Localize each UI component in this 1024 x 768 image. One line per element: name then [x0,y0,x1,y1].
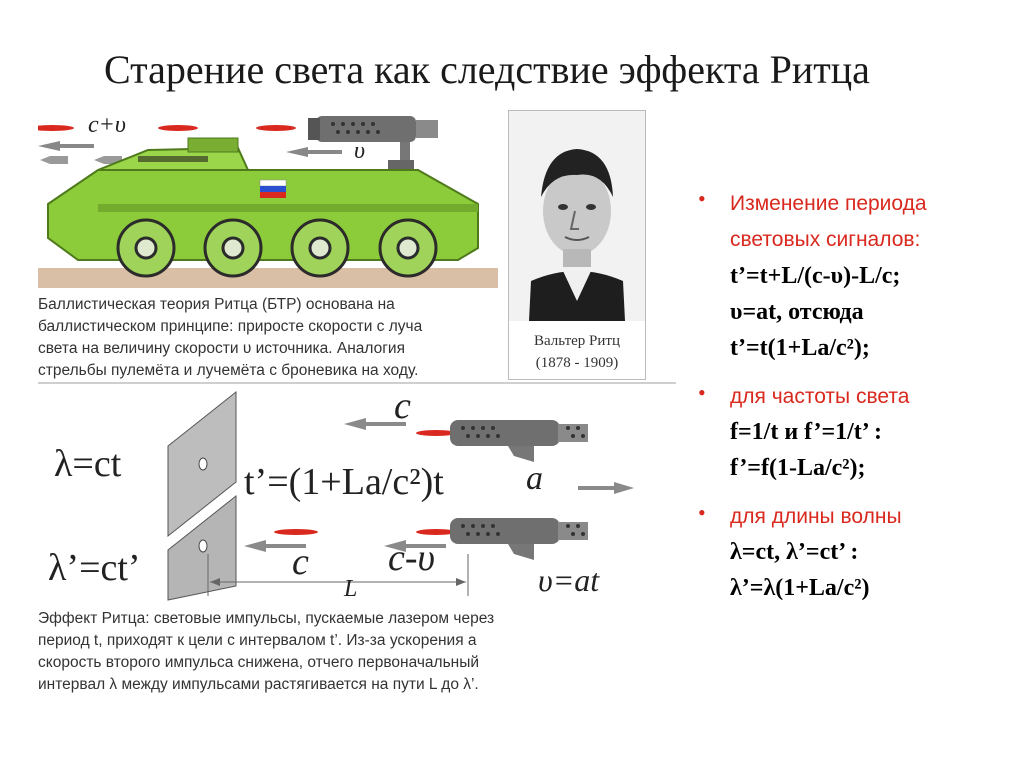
ritz-caption [38,608,678,696]
caption-line: Баллистическая теория Ритца (БТР) основана на [38,296,395,313]
formula-line: t’=t+L/(c-υ)-L/c; [730,263,901,289]
bullet-item [692,186,1012,366]
portrait-image [509,111,645,321]
bullet-dot: • [698,380,706,405]
caption-line: Эффект Ритца: световые импульсы, пускаемые лазером через [38,610,495,627]
formula-line: f=1/t и f’=1/t’ : [730,419,883,445]
ritz-effect-figure [38,386,678,716]
time-formula: t’=(1+La/c²)t [244,461,444,503]
formula-line: t’=t(1+La/c²); [730,335,870,361]
formula-line: f’=f(1-La/c²); [730,455,866,481]
lambda-label-top: λ=ct [54,443,122,485]
caption-line: период t, приходят к цели с интервалом t’. Из-за ускорения a [38,632,477,649]
portrait-name: Вальтер Ритц [534,333,620,349]
label-c-bottom: c [292,541,309,583]
formula-line: υ=at, отсюда [730,299,864,325]
vehicle-caption [38,294,488,382]
bullet-heading: для длины волны [730,505,902,528]
speed-label-v: υ [354,138,366,164]
bullet-heading: Изменение периода [730,192,927,215]
label-a: a [526,460,543,497]
bullet-dot: • [698,500,706,525]
formula-line: λ’=λ(1+La/c²) [730,575,870,601]
page-title: Старение света как следствие эффекта Ритца [104,47,870,92]
label-v-at: υ=at [538,562,600,598]
bullet-dot: • [698,186,706,211]
figure-divider [38,382,676,384]
bullet-heading: для частоты света [730,385,910,408]
caption-line: стрельбы пулемёта и лучемёта с броневика на ходу. [38,362,419,379]
lambda-label-bottom: λ’=ct’ [48,547,141,589]
caption-line: света на величину скорости υ источника. Аналогия [38,340,405,357]
formula-line: λ=ct, λ’=ct’ : [730,539,859,565]
caption-line: интервал λ между импульсами растягивается на пути L до λ’. [38,676,479,693]
portrait-frame [508,110,646,380]
portrait-years: (1878 - 1909) [535,355,619,371]
label-L: L [344,576,358,602]
caption-line: баллистическом принципе: приросте скорости c луча [38,318,423,335]
bullet-item [692,380,1012,486]
label-c-top: c [394,385,411,427]
bullet-heading: световых сигналов: [730,228,921,251]
caption-line: скорость второго импульса снижена, отчего первоначальный [38,654,480,671]
label-c-minus-v: c-υ [388,537,435,579]
bullet-item [692,500,1012,606]
speed-label-c-plus-v: c+υ [88,112,126,138]
bullet-list [692,186,1012,606]
